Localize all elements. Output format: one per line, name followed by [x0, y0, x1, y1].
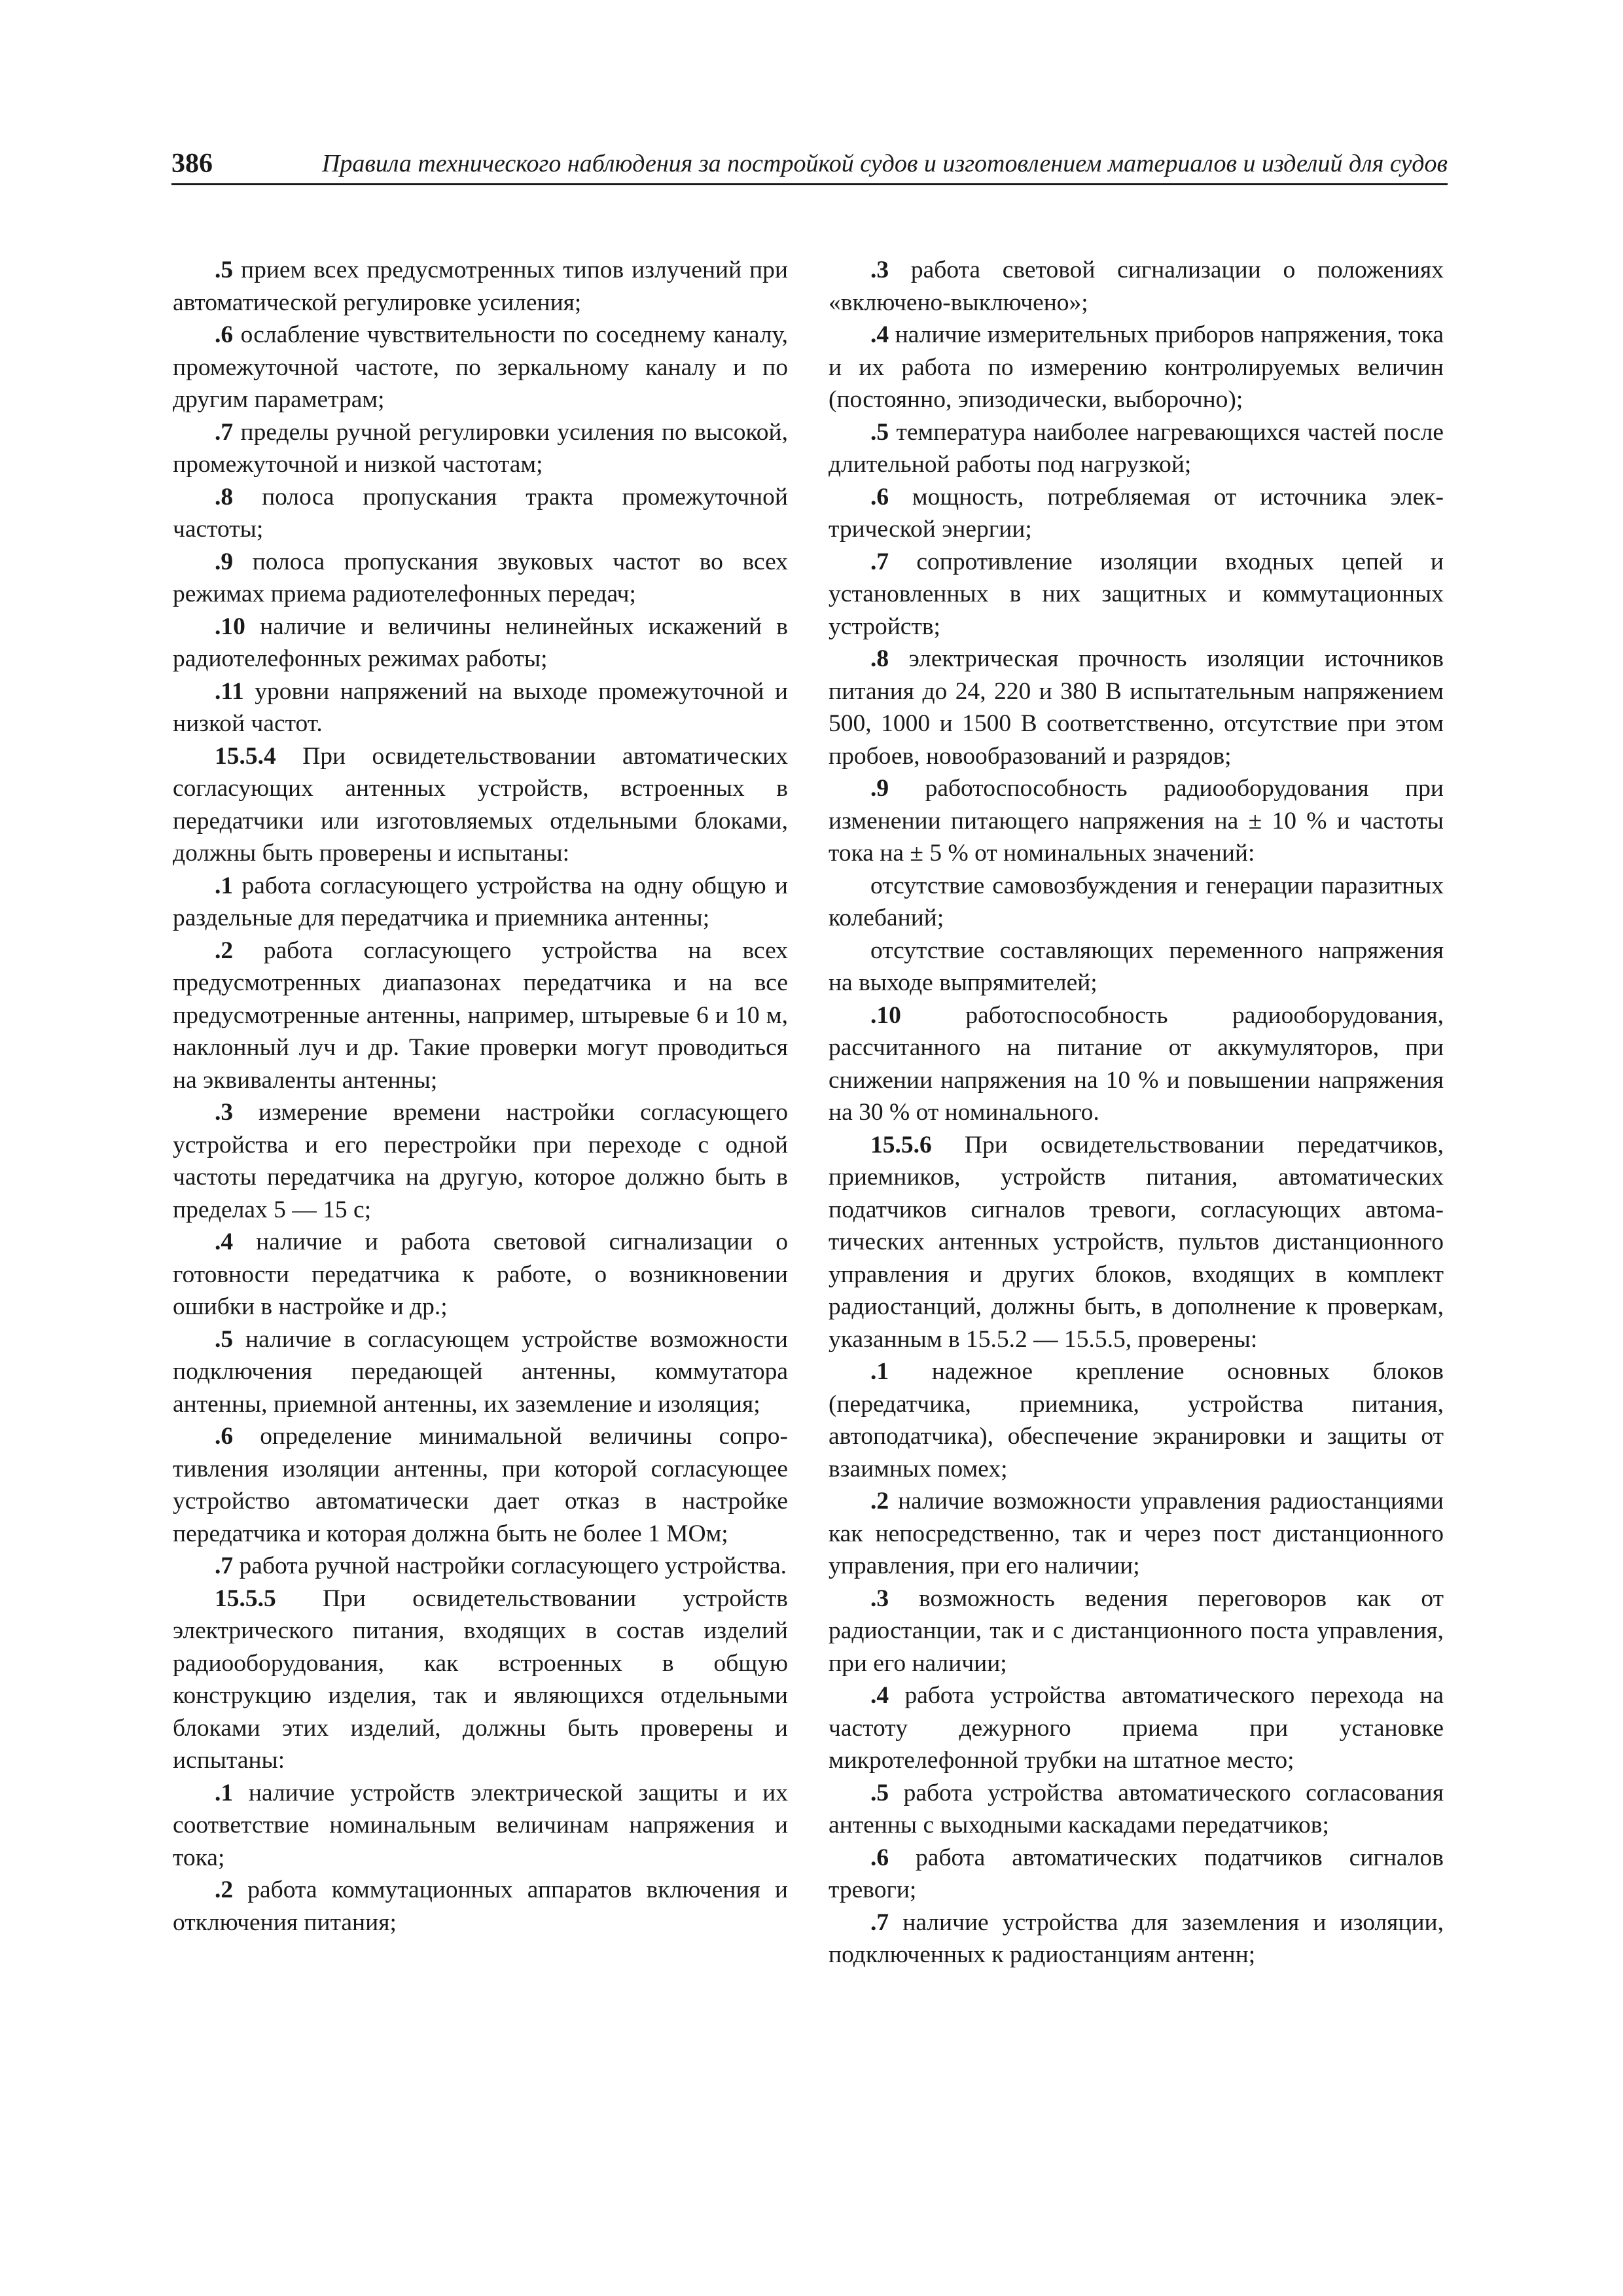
paragraph-text: температура наиболее нагревающихся частей после длительной работы под нагрузкой;: [829, 418, 1444, 478]
paragraph-text: электрическая прочность изоляции источников питания до 24, 220 и 380 В испытательным напряжением 500, 1000 и 1500 В соответственно, отсутствие при этом пробоев, новообразований и разрядов;: [829, 645, 1444, 770]
paragraph-text: наличие и работа световой сигнализации о готовности передатчика к работе, о возникновении ошибки в настройке и др.;: [173, 1229, 788, 1320]
clause-number: 15.5.5: [215, 1585, 276, 1612]
clause-number: .3: [215, 1099, 234, 1126]
paragraph: [829, 870, 1444, 935]
clause-number: .5: [215, 1325, 234, 1353]
clause-number: .5: [215, 257, 234, 283]
paragraph: [173, 1874, 788, 1939]
clause-number: .7: [870, 1909, 889, 1936]
paragraph: [173, 1420, 788, 1550]
paragraph: [829, 1355, 1444, 1485]
clause-number: .6: [215, 1423, 234, 1450]
paragraph-text: наличие и величины нелинейных искажений в радиотелефонных режимах работы;: [173, 613, 788, 672]
paragraph-text: работа устройства автоматического согласования антенны с выходными каскадами передатчиков;: [829, 1779, 1444, 1839]
clause-number: 15.5.6: [870, 1131, 932, 1158]
paragraph-text: полоса пропускания звуковых частот во всех режимах приема радиотелефонных передач;: [173, 548, 788, 607]
paragraph: [829, 999, 1444, 1129]
paragraph: [173, 254, 788, 319]
clause-number: .3: [870, 1585, 889, 1612]
paragraph: [173, 1583, 788, 1777]
paragraph-text: уровни напряжений на выходе промежуточной и низкой частот.: [173, 677, 788, 737]
paragraph-text: пределы ручной регулировки усиления по высокой, промежуточной и низкой частотам;: [173, 418, 788, 478]
paragraph-text: наличие измерительных приборов напряжения, тока и их работа по измерению контролируемых величин (постоянно, эпизодически, выборочно);: [829, 321, 1444, 413]
clause-number: 15.5.4: [215, 742, 276, 770]
paragraph-text: работа устройства автоматического перехода на частоту дежурного приема при установке микротелефонной трубки на штатное место;: [829, 1682, 1444, 1774]
paragraph: [829, 1679, 1444, 1777]
clause-number: .2: [215, 937, 234, 964]
paragraph: [829, 416, 1444, 481]
clause-number: .5: [870, 1779, 889, 1806]
clause-number: .1: [215, 872, 234, 899]
clause-number: .1: [215, 1779, 234, 1806]
page-header: [171, 145, 1448, 185]
paragraph: [829, 481, 1444, 546]
paragraph: [829, 1907, 1444, 1971]
paragraph: [829, 935, 1444, 999]
paragraph-text: работа согласующего устройства на одну общую и раздельные для передатчика и приемника антенны;: [173, 872, 788, 931]
clause-number: .4: [215, 1229, 234, 1255]
paragraph: [173, 1226, 788, 1323]
paragraph: [173, 935, 788, 1097]
paragraph: [173, 611, 788, 675]
paragraph-text: прием всех предусмотренных типов излучений при автоматической регулировке усиления;: [173, 257, 788, 316]
paragraph: [829, 546, 1444, 643]
paragraph-text: сопротивление изоляции входных цепей и установленных в них защитных и коммутационных устройств;: [829, 548, 1444, 640]
paragraph-text: наличие устройства для заземления и изоляции, подключенных к радиостанциям антенн;: [829, 1909, 1444, 1968]
paragraph-text: наличие в согласующем устройстве возможности подключения передающей антенны, коммутатора антенны, приемной антенны, их заземление и изоляция;: [173, 1325, 788, 1418]
paragraph-text: ослабление чувствительности по соседнему каналу, промежуточной частоте, по зеркальному каналу и по другим параметрам;: [173, 321, 788, 413]
paragraph: [173, 319, 788, 416]
paragraph-text: работоспособность радиооборудования, рассчитанного на питание от аккумуляторов, при снижении напряжения на 10 % и повышении напряжения на 30 % от номинального.: [829, 1001, 1444, 1126]
paragraph: [173, 1096, 788, 1226]
paragraph: [829, 1485, 1444, 1583]
clause-number: .4: [870, 1682, 889, 1709]
paragraph-text: При освидетельствовании передатчиков, приемников, устройств питания, автоматических податчиков сигналов тревоги, согласующих автоматических антенных устройств, пультов дистанционного управления и других блоков, входящих в комплект радиостанций, должны быть, в дополнение к проверкам, указанным в 15.5.2 — 15.5.5, проверены:: [829, 1131, 1444, 1353]
page-number: 386: [171, 149, 213, 179]
paragraph-text: работа ручной настройки согласующего устройства.: [233, 1552, 787, 1579]
clause-number: .3: [870, 257, 889, 283]
clause-number: .1: [870, 1358, 889, 1385]
paragraph-text: работа автоматических податчиков сигналов тревоги;: [829, 1844, 1444, 1903]
paragraph: [173, 416, 788, 481]
paragraph: [173, 740, 788, 870]
paragraph: [829, 643, 1444, 772]
clause-number: .8: [215, 483, 234, 511]
paragraph-text: мощность, потребляемая от источника электрической энергии;: [829, 483, 1444, 543]
paragraph: [173, 1777, 788, 1874]
paragraph-text: определение минимальной величины сопротивления изоляции антенны, при которой согласующее устройство автоматически дает отказ в настройке передатчика и которая должна быть не более 1 МОм;: [173, 1423, 788, 1547]
clause-number: .4: [870, 321, 889, 348]
paragraph: [829, 772, 1444, 870]
clause-number: .7: [215, 418, 234, 446]
paragraph-text: возможность ведения переговоров как от радиостанции, так и с дистанционного поста управления, при его наличии;: [829, 1585, 1444, 1677]
running-title: Правила технического наблюдения за постройкой судов и изготовлением материалов и изделий для судов: [321, 150, 1448, 177]
clause-number: .7: [215, 1552, 234, 1579]
paragraph-text: надежное крепление основных блоков (передатчика, приемника, устройства питания, автоподатчика), обеспечение экранировки и защиты от взаимных помех;: [829, 1358, 1444, 1482]
paragraph-text: отсутствие самовозбуждения и генерации паразитных колебаний;: [829, 872, 1444, 931]
paragraph: [173, 546, 788, 611]
paragraph-text: работа коммутационных аппаратов включения и отключения питания;: [173, 1876, 788, 1936]
paragraph-text: При освидетельствовании автоматических согласующих антенных устройств, встроенных в передатчики или изготовляемых отдельными блоками, должны быть проверены и испытаны:: [173, 742, 788, 867]
clause-number: .8: [870, 645, 889, 672]
clause-number: .5: [870, 418, 889, 446]
clause-number: .10: [215, 613, 245, 640]
clause-number: .2: [215, 1876, 234, 1903]
clause-number: .6: [870, 483, 889, 511]
paragraph-text: работа световой сигнализации о положениях «включено-выключено»;: [829, 257, 1444, 316]
paragraph: [173, 1323, 788, 1421]
paragraph-text: наличие возможности управления радиостанциями как непосредственно, так и через пост дистанционного управления, при его наличии;: [829, 1488, 1444, 1579]
paragraph: [173, 870, 788, 935]
paragraph-text: наличие устройств электрической защиты и их соответствие номинальным величинам напряжения и тока;: [173, 1779, 788, 1871]
clause-number: .10: [870, 1001, 901, 1029]
clause-number: .11: [215, 677, 244, 705]
paragraph-text: измерение времени настройки согласующего устройства и его перестройки при переходе с одной частоты передатчика на другую, которое должно быть в пределах 5 — 15 с;: [173, 1099, 788, 1223]
clause-number: .7: [870, 548, 889, 575]
paragraph-text: работоспособность радиооборудования при изменении питающего напряжения на ± 10 % и частоты тока на ± 5 % от номинальных значений:: [829, 775, 1444, 867]
paragraph: [829, 254, 1444, 319]
clause-number: .2: [870, 1488, 889, 1515]
paragraph: [173, 1550, 788, 1583]
paragraph: [829, 319, 1444, 416]
paragraph-text: отсутствие составляющих переменного напряжения на выходе выпрямителей;: [829, 937, 1444, 996]
paragraph-text: полоса пропускания тракта промежуточной частоты;: [173, 483, 788, 543]
paragraph: [173, 481, 788, 546]
paragraph: [173, 675, 788, 740]
right-column: [829, 254, 1444, 1971]
paragraph: [829, 1842, 1444, 1907]
paragraph: [829, 1583, 1444, 1680]
paragraph-text: работа согласующего устройства на всех предусмотренных диапазонах передатчика и на все предусмотренные антенны, например, штыревые 6 и 10 м, наклонный луч и др. Такие проверки могут проводиться на эквиваленты антенны;: [173, 937, 788, 1094]
paragraph-text: При освидетельствовании устройств электрического питания, входящих в состав изделий радиооборудования, как встроенных в общую конструкцию изделия, так и являющихся отдельными блоками этих изделий, должны быть проверены и испытаны:: [173, 1585, 788, 1774]
clause-number: .9: [215, 548, 234, 575]
clause-number: .9: [870, 775, 889, 802]
clause-number: .6: [870, 1844, 889, 1871]
paragraph: [829, 1129, 1444, 1356]
paragraph: [829, 1777, 1444, 1842]
clause-number: .6: [215, 321, 234, 348]
left-column: [173, 254, 788, 1939]
